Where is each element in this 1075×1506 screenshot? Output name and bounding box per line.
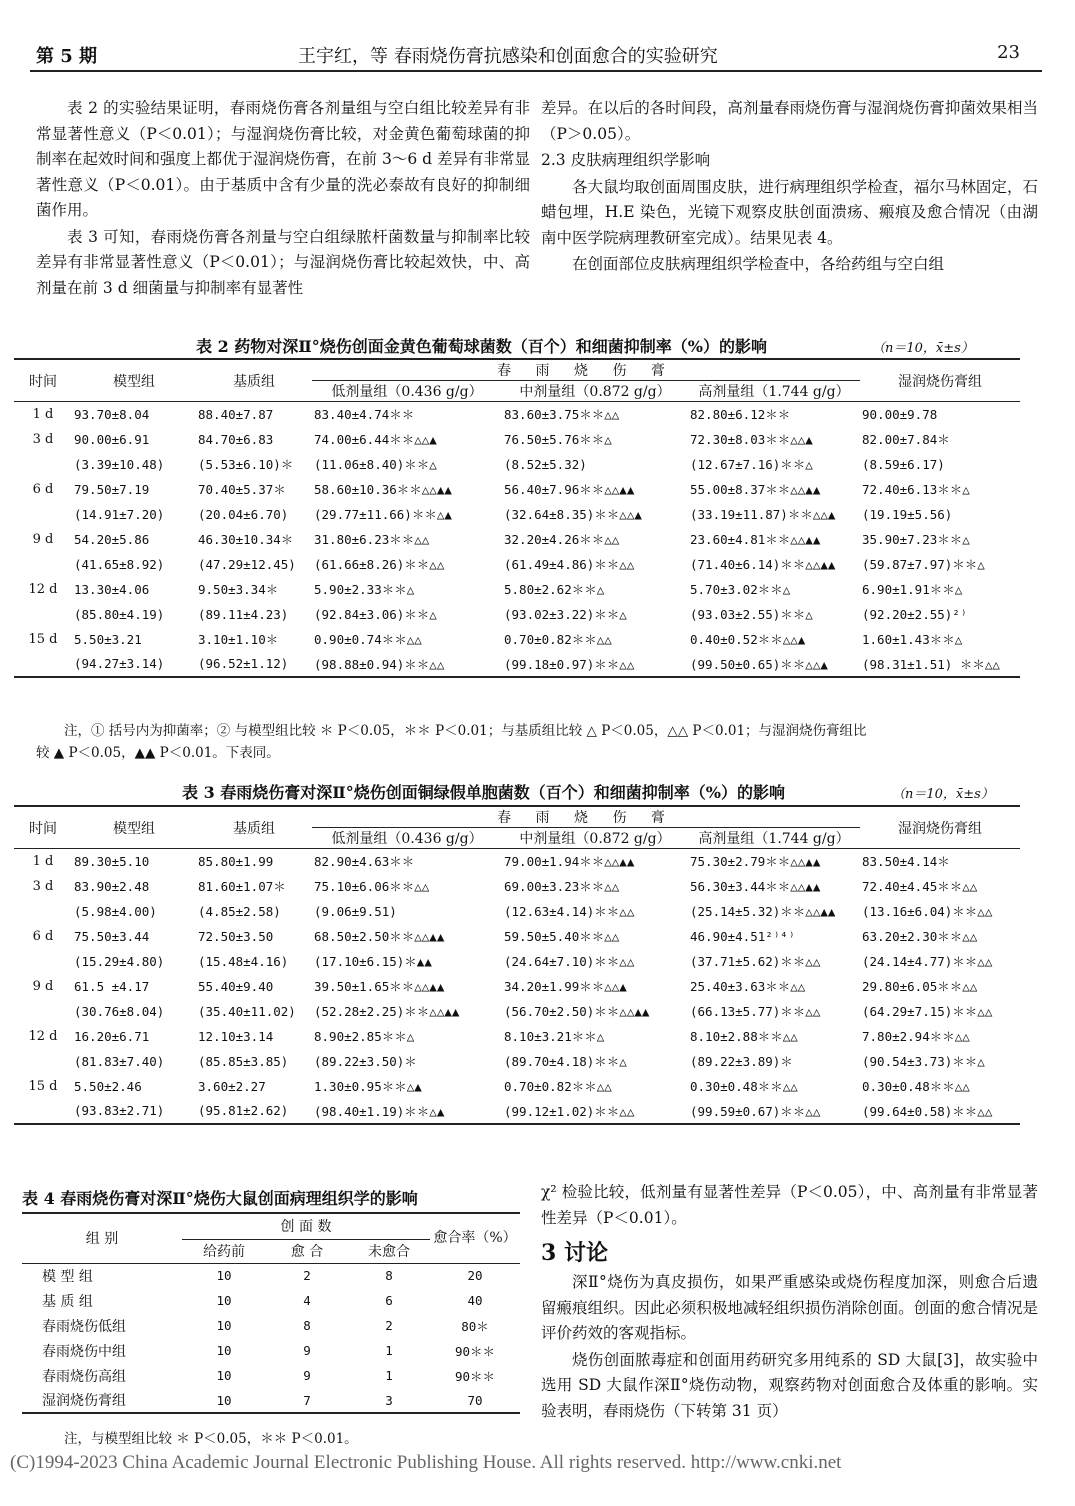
section-heading-2-3: 2.3 皮肤病理组织学影响 [541, 151, 711, 169]
table-cell: 81.60±1.07＊ [198, 879, 286, 894]
table-cell: 5.50±3.21 [74, 631, 142, 647]
table-cell: 93.70±8.04 [74, 406, 150, 422]
table-row [14, 527, 1020, 552]
col-head-group: 春 雨 烧 伤 膏 [312, 359, 860, 381]
table-cell: 79.50±7.19 [74, 481, 150, 497]
table2 [14, 358, 1020, 678]
table-cell: 12.10±3.14 [198, 1028, 274, 1044]
table-cell: (17.10±6.15)＊▲▲ [314, 954, 432, 969]
table-cell: 54.20±5.86 [74, 531, 150, 547]
table-cell: (9.06±9.51) [314, 903, 397, 919]
table-cell: 7.80±2.94＊＊△△ [862, 1029, 970, 1044]
table-cell: 90.00±9.78 [862, 406, 938, 422]
table-cell: (59.87±7.97)＊＊△ [862, 557, 985, 572]
table-cell: 10 [216, 1293, 232, 1308]
col-head-group: 组 别 [22, 1213, 182, 1263]
table-row [14, 924, 1020, 949]
col-head-mid: 中剂量组（0.872 g/g） [502, 828, 688, 849]
table-cell: 3 [348, 1388, 430, 1413]
table-cell: 0.70±0.82＊＊△△ [504, 632, 612, 647]
table-cell: 56.40±7.96＊＊△△▲▲ [504, 482, 635, 497]
table-cell: (61.66±8.26)＊＊△△ [314, 557, 445, 572]
discussion-text [541, 1270, 1038, 1425]
table-row [14, 1049, 1020, 1074]
table-cell: 76.50±5.76＊＊△ [504, 432, 612, 447]
table-cell: 6 [385, 1293, 393, 1308]
table-row [14, 1074, 1020, 1099]
table-row [14, 402, 1020, 427]
table-cell: (71.40±6.14)＊＊△△▲▲ [690, 557, 836, 572]
row-time [14, 452, 72, 477]
table-cell: 10 [216, 1318, 232, 1333]
table-row [14, 627, 1020, 652]
paragraph: 表 2 的实验结果证明，春雨烧伤膏各剂量组与空白组比较差异有非常显著性意义（P＜0.01）；与湿润烧伤膏比较，对金黄色葡萄球菌的抑制率在起效时间和强度上都优于湿润烧伤膏，在前 3～6 d 差异有非常显著性意义（P＜0.01）。由于基质中含有少量的洗必泰故有良好的抑制细菌作用。 [36, 99, 530, 219]
col-head-high: 高剂量组（1.744 g/g） [688, 828, 860, 849]
table-row [14, 999, 1020, 1024]
table4-caption: 表 4 春雨烧伤膏对深Ⅱ°烧伤大鼠创面病理组织学的影响 [22, 1189, 418, 1208]
table-cell: (61.49±4.86)＊＊△△ [504, 557, 635, 572]
paragraph: χ² 检验比较，低剂量有显著性差异（P＜0.05），中、高剂量有非常显著性差异（P＜0.01）。 [541, 1183, 1038, 1227]
right-column-bottom [541, 1180, 1038, 1232]
table-row [14, 502, 1020, 527]
row-time: 15 d [28, 631, 58, 647]
table-cell: (89.22±3.50)＊ [314, 1054, 417, 1069]
table-cell: (92.84±3.06)＊＊△ [314, 607, 437, 622]
table-cell: 83.40±4.74＊＊ [314, 407, 415, 423]
table-cell: (99.59±0.67)＊＊△△ [688, 1099, 860, 1124]
paragraph: 表 3 可知，春雨烧伤膏各剂量与空白组绿脓杆菌数量与抑制率比较差异有非常显著性意义（P＜0.01）；与湿润烧伤膏比较起效快，中、高剂量在前 3 d 细菌量与抑制率有显著性 [36, 227, 530, 297]
table-cell: (85.85±3.85) [198, 1053, 289, 1069]
table-row [14, 427, 1020, 452]
paragraph: 烧伤创面脓毒症和创面用药研究多用纯系的 SD 大鼠[3]，故实验中选用 SD 大鼠作深Ⅱ°烧伤动物，观察药物对创面愈合及体重的影响。实验表明，春雨烧伤（下转第 31 页） [541, 1350, 1038, 1420]
paragraph: 在创面部位皮肤病理组织学检查中，各给药组与空白组 [572, 255, 945, 273]
note-line: 注，① 括号内为抑菌率；② 与模型组比较 ＊ P＜0.05，＊＊ P＜0.01；与基质组比较 △ P＜0.05，△△ P＜0.01；与湿润烧伤膏组比 [64, 723, 867, 739]
table-cell: 9.50±3.34＊ [198, 582, 279, 597]
table-cell: 90＊＊ [454, 1343, 496, 1359]
table-cell: 3.10±1.10＊ [198, 632, 279, 647]
row-time: 3 d [32, 878, 54, 894]
table-cell: 90.00±6.91 [74, 431, 150, 447]
table-cell: (24.64±7.10)＊＊△△ [504, 954, 635, 969]
note-line: 较 ▲ P＜0.05，▲▲ P＜0.01。下表同。 [36, 745, 280, 761]
table-row [22, 1313, 520, 1338]
row-group-label: 湿润烧伤膏组 [22, 1388, 182, 1413]
table2-caption: 表 2 药物对深Ⅱ°烧伤创面金黄色葡萄球菌数（百个）和细菌抑制率（%）的影响 [196, 337, 767, 356]
table-cell: 23.60±4.81＊＊△△▲▲ [690, 532, 821, 547]
table-cell: (99.50±0.65)＊＊△△▲ [688, 652, 860, 677]
col-head-unhealed: 未愈合 [348, 1239, 430, 1263]
header-rule [30, 70, 1042, 72]
table-cell: (66.13±5.77)＊＊△△ [690, 1004, 821, 1019]
table-cell: 29.80±6.05＊＊△△ [862, 979, 978, 994]
table-cell: 10 [216, 1268, 232, 1284]
table-row [14, 552, 1020, 577]
table-cell: (90.54±3.73)＊＊△ [862, 1054, 985, 1069]
table2-note [36, 720, 1034, 764]
row-time [14, 502, 72, 527]
table-cell: 72.40±4.45＊＊△△ [862, 879, 978, 894]
col-head-low: 低剂量组（0.436 g/g） [312, 381, 502, 402]
table-cell: 8.10±3.21＊＊△ [504, 1029, 605, 1044]
row-time: 6 d [32, 481, 54, 497]
left-column-top [36, 96, 530, 302]
table-cell: (95.81±2.62) [196, 1099, 312, 1124]
col-head-model: 模型组 [72, 806, 196, 849]
table-cell: (98.88±0.94)＊＊△△ [312, 652, 502, 677]
table-cell: (98.40±1.19)＊＊△▲ [312, 1099, 502, 1124]
row-time: 9 d [32, 978, 54, 994]
table-cell: 75.10±6.06＊＊△△ [314, 879, 430, 894]
table-row [14, 849, 1020, 874]
col-head-mid: 中剂量组（0.872 g/g） [502, 381, 688, 402]
table-cell: 5.80±2.62＊＊△ [504, 582, 605, 597]
table-cell: (29.77±11.66)＊＊△▲ [314, 507, 452, 522]
table-row [22, 1338, 520, 1363]
table-cell: 59.50±5.40＊＊△△ [504, 929, 620, 944]
col-head-before: 给药前 [182, 1239, 266, 1263]
table-cell: 5.90±2.33＊＊△ [314, 582, 415, 597]
row-time: 12 d [28, 1028, 58, 1044]
table-cell: (19.19±5.56) [862, 506, 953, 522]
table-row [22, 1288, 520, 1313]
table-cell: (4.85±2.58) [198, 903, 281, 919]
table-cell: 75.30±2.79＊＊△△▲▲ [690, 854, 821, 870]
table4 [22, 1212, 520, 1414]
table-cell: (12.63±4.14)＊＊△△ [504, 904, 635, 919]
table-cell: (41.65±8.92) [74, 556, 165, 572]
table-cell: 56.30±3.44＊＊△△▲▲ [690, 879, 821, 894]
table-cell: (56.70±2.50)＊＊△△▲▲ [504, 1004, 650, 1019]
table-cell: (99.12±1.02)＊＊△△ [502, 1099, 688, 1124]
table-row [14, 452, 1020, 477]
table-cell: (37.71±5.62)＊＊△△ [690, 954, 821, 969]
row-group-label: 春雨烧伤高组 [42, 1368, 126, 1385]
table-cell: 89.30±5.10 [74, 853, 150, 869]
table-cell: 88.40±7.87 [198, 406, 274, 422]
table-cell: 63.20±2.30＊＊△△ [862, 929, 978, 944]
col-head-high: 高剂量组（1.744 g/g） [688, 381, 860, 402]
table-cell: 35.90±7.23＊＊△ [862, 532, 970, 547]
table-row [22, 1388, 520, 1413]
table-row [22, 1363, 520, 1388]
table-cell: (14.91±7.20) [74, 506, 165, 522]
row-time: 9 d [32, 531, 54, 547]
col-head-model: 模型组 [72, 359, 196, 402]
table-cell: 82.00±7.84＊ [862, 432, 950, 447]
table-cell: 83.90±2.48 [74, 878, 150, 894]
table-cell: 1 [385, 1368, 393, 1383]
table-cell: (93.83±2.71) [72, 1099, 196, 1124]
table-cell: 6.90±1.91＊＊△ [862, 582, 963, 597]
table-cell: (11.06±8.40)＊＊△ [314, 457, 437, 472]
table-cell: (35.40±11.02) [198, 1003, 296, 1019]
table-cell: 3.60±2.27 [198, 1078, 266, 1094]
table-cell: 61.5 ±4.17 [74, 978, 150, 994]
table-cell: 70 [430, 1388, 520, 1413]
table-cell: 70.40±5.37＊ [198, 482, 286, 497]
running-title: 王宇红，等 春雨烧伤膏抗感染和创面愈合的实验研究 [298, 46, 718, 67]
table-cell: 79.00±1.94＊＊△△▲▲ [504, 854, 635, 870]
table-row [14, 602, 1020, 627]
table-cell: (99.18±0.97)＊＊△△ [502, 652, 688, 677]
paragraph: 深Ⅱ°烧伤为真皮损伤，如果严重感染或烧伤程度加深，则愈合后遗留瘢痕组织。因此必须积极地减轻组织损伤消除创面。创面的愈合情况是评价药效的客观指标。 [541, 1273, 1038, 1342]
table-cell: 2 [385, 1318, 393, 1333]
table3-meta: （n＝10，x̄±s） [892, 787, 994, 802]
col-head-wounds: 创 面 数 [182, 1213, 430, 1239]
col-head-moist: 湿润烧伤膏组 [860, 806, 1020, 849]
running-header [36, 40, 1038, 70]
table-cell: 72.40±6.13＊＊△ [862, 482, 970, 497]
table-cell: (64.29±7.15)＊＊△△ [862, 1004, 993, 1019]
section-heading-3: 3 讨论 [541, 1240, 608, 1266]
row-time: 12 d [28, 581, 58, 597]
table-cell: 1 [385, 1343, 393, 1358]
row-group-label: 春雨烧伤中组 [42, 1343, 126, 1360]
table-cell: 8 [303, 1318, 311, 1333]
table-cell: (96.52±1.12) [196, 652, 312, 677]
col-head-healed: 愈 合 [266, 1239, 348, 1263]
table-cell: (24.14±4.77)＊＊△△ [862, 954, 993, 969]
table4-note: 注，与模型组比较 ＊ P＜0.05，＊＊ P＜0.01。 [64, 1431, 358, 1447]
table3-caption: 表 3 春雨烧伤膏对深Ⅱ°烧伤创面铜绿假单胞菌数（百个）和细菌抑制率（%）的影响 [182, 783, 785, 802]
table-cell: (93.02±3.22)＊＊△ [504, 607, 627, 622]
row-time: 3 d [32, 431, 54, 447]
table-cell: (25.14±5.32)＊＊△△▲▲ [690, 904, 836, 919]
table-cell: 68.50±2.50＊＊△△▲▲ [314, 929, 445, 944]
table-cell: 55.00±8.37＊＊△△▲▲ [690, 482, 821, 497]
table-row [14, 577, 1020, 602]
table-cell: 20 [467, 1268, 483, 1284]
table-cell: 32.20±4.26＊＊△△ [504, 532, 620, 547]
table-row [14, 874, 1020, 899]
table-cell: 34.20±1.99＊＊△△▲ [504, 979, 627, 994]
row-time [14, 652, 72, 677]
table-cell: 0.30±0.48＊＊△△ [862, 1079, 970, 1094]
table-cell: 4 [303, 1293, 311, 1308]
table-row [14, 477, 1020, 502]
table-cell: 90＊＊ [454, 1368, 496, 1384]
copyright-footer: (C)1994-2023 China Academic Journal Electronic Publishing House. All rights reserved. http://www.cnki.net [10, 1452, 842, 1473]
table-cell: 72.30±8.03＊＊△△▲ [690, 432, 813, 447]
table-cell: (52.28±2.25)＊＊△△▲▲ [314, 1004, 460, 1019]
table3 [14, 805, 1020, 1125]
table-cell: 82.80±6.12＊＊ [690, 407, 791, 423]
col-head-base: 基质组 [196, 359, 312, 402]
col-head-time: 时间 [14, 806, 72, 849]
paragraph: 差异。在以后的各时间段，高剂量春雨烧伤膏与湿润烧伤膏抑菌效果相当（P＞0.05）。 [541, 99, 1038, 143]
table-cell: (32.64±8.35)＊＊△△▲ [504, 507, 642, 522]
table-cell: (89.11±4.23) [198, 606, 289, 622]
table-cell: 1.30±0.95＊＊△▲ [314, 1079, 422, 1094]
table-row [14, 652, 1020, 677]
table-cell: (3.39±10.48) [74, 456, 165, 472]
table-cell: 8.10±2.88＊＊△△ [690, 1029, 798, 1044]
table-cell: 25.40±3.63＊＊△△ [690, 979, 806, 994]
col-head-rate: 愈合率（%） [430, 1213, 520, 1263]
table-cell: (8.59±6.17) [862, 456, 945, 472]
table-cell: 1.60±1.43＊＊△ [862, 632, 963, 647]
issue-number: 第 5 期 [36, 46, 98, 67]
table-cell: 84.70±6.83 [198, 431, 274, 447]
row-group-label: 基 质 组 [42, 1293, 93, 1310]
table-cell: 10 [216, 1343, 232, 1358]
row-time [14, 552, 72, 577]
table-row [14, 949, 1020, 974]
table-cell: 46.90±4.51²⁾⁴⁾ [690, 928, 796, 944]
table-cell: 13.30±4.06 [74, 581, 150, 597]
table-cell: 55.40±9.40 [198, 978, 274, 994]
table-cell: (5.53±6.10)＊ [198, 457, 294, 472]
table-cell: 83.60±3.75＊＊△△ [504, 407, 620, 423]
table-cell: (13.16±6.04)＊＊△△ [862, 904, 993, 919]
row-time: 6 d [32, 928, 54, 944]
row-time: 1 d [32, 853, 54, 869]
table-cell: 82.90±4.63＊＊ [314, 854, 415, 870]
table-cell: 10 [182, 1388, 266, 1413]
table-cell: 0.70±0.82＊＊△△ [504, 1079, 612, 1094]
table-cell: 69.00±3.23＊＊△△ [504, 879, 620, 894]
table-row [14, 974, 1020, 999]
row-time [14, 999, 72, 1024]
table-cell: 58.60±10.36＊＊△△▲▲ [314, 482, 452, 497]
table-cell: 9 [303, 1343, 311, 1358]
table-cell: (12.67±7.16)＊＊△ [690, 457, 813, 472]
row-time [14, 1049, 72, 1074]
col-head-time: 时间 [14, 359, 72, 402]
table-cell: 74.00±6.44＊＊△△▲ [314, 432, 437, 447]
table-cell: 83.50±4.14＊ [862, 854, 950, 870]
table-cell: 72.50±3.50 [198, 928, 274, 944]
table-cell: (47.29±12.45) [198, 556, 296, 572]
table-cell: (30.76±8.04) [74, 1003, 165, 1019]
table-cell: (99.64±0.58)＊＊△△ [860, 1099, 1020, 1124]
row-time [14, 602, 72, 627]
row-time [14, 899, 72, 924]
table-cell: (98.31±1.51) ＊＊△△ [860, 652, 1020, 677]
table-cell: 0.40±0.52＊＊△△▲ [690, 632, 806, 647]
table-cell: 5.70±3.02＊＊△ [690, 582, 791, 597]
table-cell: 40 [467, 1293, 483, 1308]
table-cell: (93.03±2.55)＊＊△ [690, 607, 813, 622]
table-cell: 75.50±3.44 [74, 928, 150, 944]
table-cell: 8.90±2.85＊＊△ [314, 1029, 415, 1044]
table-cell: (94.27±3.14) [72, 652, 196, 677]
table-cell: 0.90±0.74＊＊△△ [314, 632, 422, 647]
table-cell: (33.19±11.87)＊＊△△▲ [690, 507, 836, 522]
table-cell: (85.80±4.19) [74, 606, 165, 622]
table-cell: (92.20±2.55)²⁾ [862, 606, 968, 622]
table-row [22, 1263, 520, 1288]
col-head-low: 低剂量组（0.436 g/g） [312, 828, 502, 849]
table-cell: 8 [385, 1268, 393, 1284]
col-head-group: 春 雨 烧 伤 膏 [312, 806, 860, 828]
col-head-moist: 湿润烧伤膏组 [860, 359, 1020, 402]
table-cell: 5.50±2.46 [74, 1078, 142, 1094]
table-cell: (8.52±5.32) [504, 456, 587, 472]
table-row [14, 899, 1020, 924]
table-cell: 80＊ [461, 1318, 489, 1334]
table-cell: 0.30±0.48＊＊△△ [690, 1079, 798, 1094]
page-number: 23 [997, 42, 1020, 63]
table-cell: (15.29±4.80) [74, 953, 165, 969]
row-time [14, 1099, 72, 1124]
table-cell: 9 [303, 1368, 311, 1383]
paragraph: 各大鼠均取创面周围皮肤，进行病理组织学检查，福尔马林固定，石蜡包埋，H.E 染色，光镜下观察皮肤创面溃疡、瘢痕及愈合情况（由湖南中医学院病理教研室完成）。结果见表 4。 [541, 177, 1038, 247]
row-time: 15 d [28, 1078, 58, 1094]
table-cell: 46.30±10.34＊ [198, 532, 294, 547]
table-cell: 2 [303, 1268, 311, 1284]
table-cell: 10 [216, 1368, 232, 1383]
table-row [14, 1024, 1020, 1049]
table-cell: (89.70±4.18)＊＊△ [504, 1054, 627, 1069]
table-cell: 16.20±6.71 [74, 1028, 150, 1044]
row-time [14, 949, 72, 974]
row-time: 1 d [32, 406, 54, 422]
table-cell: 85.80±1.99 [198, 853, 274, 869]
table-cell: (5.98±4.00) [74, 903, 157, 919]
table-cell: (89.22±3.89)＊ [690, 1054, 793, 1069]
table-cell: (20.04±6.70) [198, 506, 289, 522]
table-cell: (15.48±4.16) [198, 953, 289, 969]
col-head-base: 基质组 [196, 806, 312, 849]
table-cell: 7 [266, 1388, 348, 1413]
table-row [14, 1099, 1020, 1124]
table2-meta: （n＝10，x̄±s） [872, 341, 974, 356]
row-group-label: 模 型 组 [42, 1268, 93, 1285]
row-group-label: 春雨烧伤低组 [42, 1318, 126, 1335]
right-column-top [541, 96, 1038, 279]
table-cell: 39.50±1.65＊＊△△▲▲ [314, 979, 445, 994]
table-cell: (81.83±7.40) [74, 1053, 165, 1069]
table-cell: 31.80±6.23＊＊△△ [314, 532, 430, 547]
